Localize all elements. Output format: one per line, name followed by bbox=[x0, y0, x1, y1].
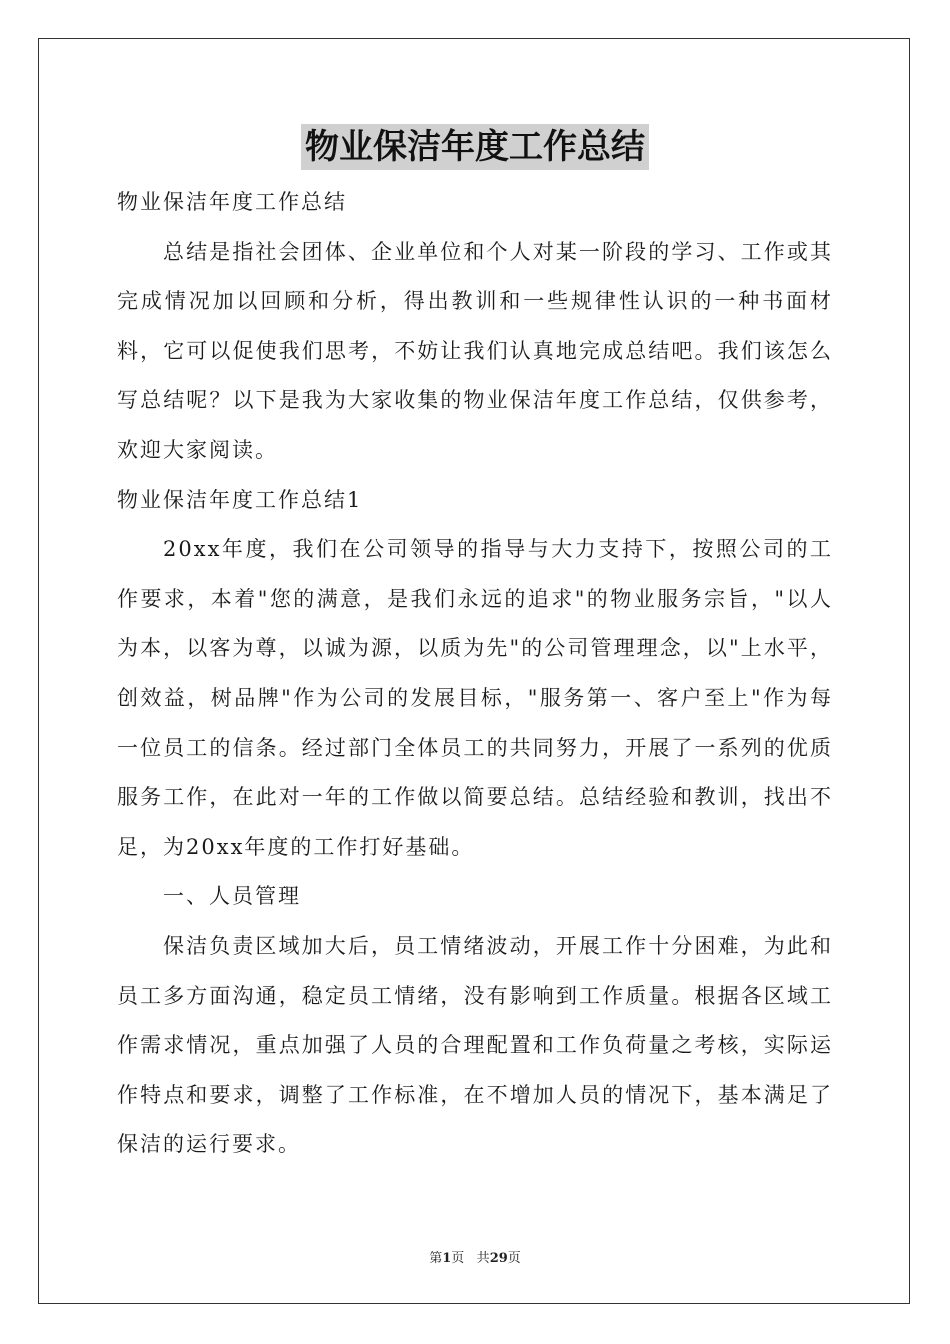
footer-total-suffix: 页 bbox=[507, 1251, 521, 1266]
title-container bbox=[0, 124, 950, 170]
paragraph-staff-management: 保洁负责区域加大后，员工情绪波动，开展工作十分困难，为此和员工多方面沟通，稳定员工情绪，没有影响到工作质量。根据各区域工作需求情况，重点加强了人员的合理配置和工作负荷量之考核，实际运作特点和要求，调整了工作标准，在不增加人员的情况下，基本满足了保洁的运行要求。 bbox=[117, 933, 833, 1157]
footer-page-number: 1 bbox=[442, 1251, 452, 1266]
footer-page-prefix: 第 bbox=[429, 1251, 443, 1266]
footer-total-prefix: 共 bbox=[476, 1251, 490, 1266]
paragraph-annual-overview: 20xx年度，我们在公司领导的指导与大力支持下，按照公司的工作要求，本着"您的满意，是我们永远的追求"的物业服务宗旨，"以人为本，以客为尊，以诚为源，以质为先"的公司管理理念，以"上水平，创效益，树品牌"作为公司的发展目标，"服务第一、客户至上"作为每一位员工的信条。经过部门全体员工的共同努力，开展了一系列的优质服务工作，在此对一年的工作做以简要总结。总结经验和教训，找出不足，为20xx年度的工作打好基础。 bbox=[117, 537, 833, 859]
footer-page-suffix: 页 bbox=[451, 1251, 465, 1266]
paragraph-intro: 总结是指社会团体、企业单位和个人对某一阶段的学习、工作或其完成情况加以回顾和分析，得出教训和一些规律性认识的一种书面材料，它可以促使我们思考，不妨让我们认真地完成总结吧。我们该怎么写总结呢？以下是我为大家收集的物业保洁年度工作总结，仅供参考，欢迎大家阅读。 bbox=[117, 239, 833, 462]
paragraph-subheading-staff: 一、人员管理 bbox=[163, 884, 301, 909]
page-footer bbox=[0, 1247, 950, 1266]
paragraph-subtitle: 物业保洁年度工作总结 bbox=[117, 190, 347, 214]
document-title: 物业保洁年度工作总结 bbox=[301, 124, 649, 170]
document-body bbox=[117, 178, 833, 1170]
paragraph-section-heading: 物业保洁年度工作总结1 bbox=[117, 487, 363, 512]
footer-total-pages: 29 bbox=[489, 1251, 508, 1266]
